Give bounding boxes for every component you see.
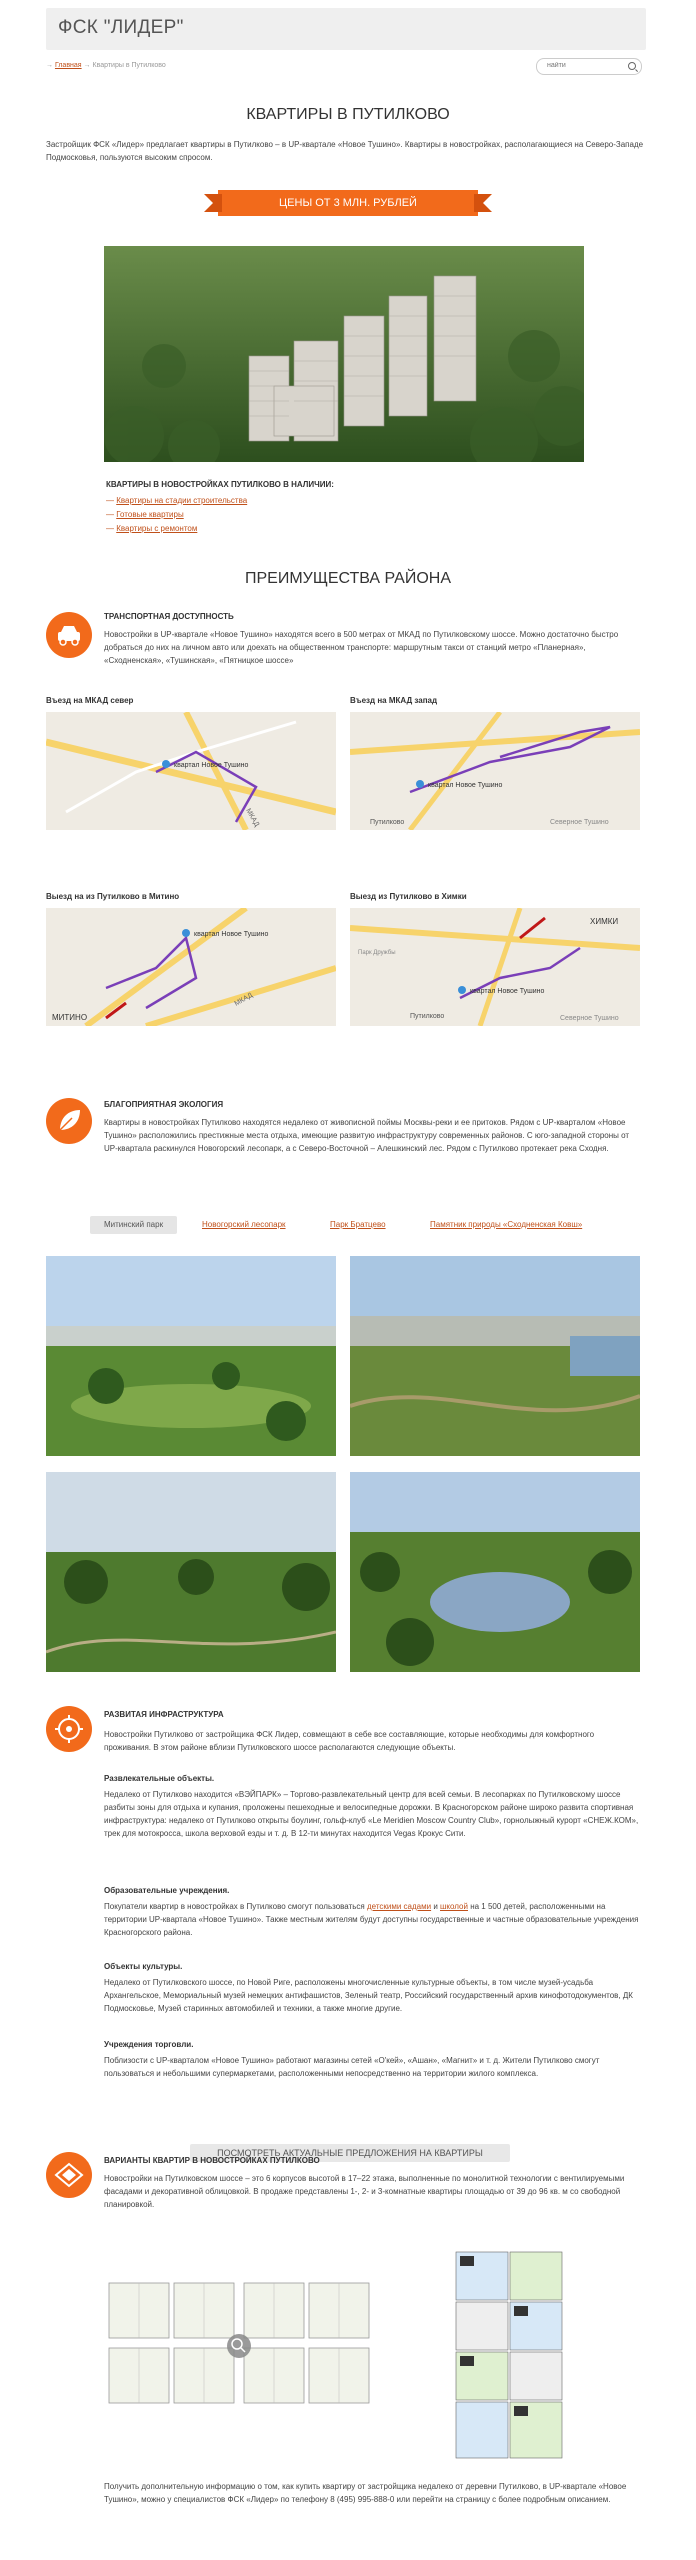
tab-mitinsky-park[interactable]: Митинский парк xyxy=(90,1216,177,1234)
park-photo[interactable] xyxy=(350,1472,640,1672)
svg-text:Путилково: Путилково xyxy=(410,1013,445,1020)
search-box xyxy=(536,58,642,75)
stock-item xyxy=(106,494,247,508)
tab-bratsevo-park[interactable]: Парк Братцево xyxy=(330,1220,386,1229)
view-offers-button[interactable]: ПОСМОТРЕТЬ АКТУАЛЬНЫЕ ПРЕДЛОЖЕНИЯ НА КВАРТИРЫ xyxy=(190,2144,510,2162)
site-logo[interactable]: ФСК "ЛИДЕР" xyxy=(58,17,184,38)
breadcrumb-current: Квартиры в Путилково xyxy=(92,62,166,69)
stock-title: КВАРТИРЫ В НОВОСТРОЙКАХ ПУТИЛКОВО В НАЛИЧИИ: xyxy=(106,480,334,489)
map-road-label: МКАД xyxy=(244,807,261,828)
infrastructure-text: Новостройки Путилково от застройщика ФСК Лидер, совмещают в себе все составляющие, которые необходимы для комфортного проживания. В этом районе вблизи Путилковского шоссе располагаются следующие объекты. xyxy=(104,1730,595,1752)
parks-tabs xyxy=(90,1216,606,1234)
variants-title: ВАРИАНТЫ КВАРТИР В НОВОСТРОЙКАХ ПУТИЛКОВО xyxy=(104,2156,320,2165)
floorplan-image[interactable] xyxy=(104,2278,374,2408)
infrastructure-icon xyxy=(46,1706,92,1752)
svg-text:МКАД: МКАД xyxy=(233,991,254,1008)
park-photo[interactable] xyxy=(350,1256,640,1456)
tab-novogorsky-forest[interactable]: Новогорский лесопарк xyxy=(202,1220,286,1229)
education-title: Образовательные учреждения. xyxy=(104,1886,230,1895)
breadcrumb-arrow: → xyxy=(46,62,55,69)
infrastructure-title: РАЗВИТАЯ ИНФРАСТРУКТУРА xyxy=(104,1710,224,1719)
site-header xyxy=(46,8,646,50)
ecology-title: БЛАГОПРИЯТНАЯ ЭКОЛОГИЯ xyxy=(104,1100,224,1109)
map-marker-label: квартал Новое Тушино xyxy=(174,762,249,769)
svg-text:квартал Новое Тушино: квартал Новое Тушино xyxy=(428,782,503,789)
hero-image xyxy=(104,246,584,462)
floorplan-colored-image[interactable] xyxy=(452,2248,566,2462)
svg-text:ХИМКИ: ХИМКИ xyxy=(590,917,619,926)
shopping-title: Учреждения торговли. xyxy=(104,2040,194,2049)
transport-title: ТРАНСПОРТНАЯ ДОСТУПНОСТЬ xyxy=(104,612,234,621)
floorplan-icon xyxy=(46,2152,92,2198)
svg-text:МИТИНО: МИТИНО xyxy=(52,1013,88,1022)
svg-text:Парк Дружбы: Парк Дружбы xyxy=(358,950,396,956)
education-text: Покупатели квартир в новостройках в Путилково смогут пользоваться детскими садами и школой на 1 500 детей, расположенными на территории UP-квартала «Новое Тушино». Также местным жителям будут доступны государственные и частные образовательные учреждения Красногорского района. xyxy=(104,1902,639,1937)
culture-title: Объекты культуры. xyxy=(104,1962,183,1971)
svg-text:Северное Тушино: Северное Тушино xyxy=(560,1015,619,1022)
search-input[interactable] xyxy=(545,61,627,70)
residential-towers-illustration xyxy=(104,246,584,462)
map-mkad-north[interactable] xyxy=(46,712,336,830)
map-mitino[interactable] xyxy=(46,908,336,1026)
map-label-mkad-north: Въезд на МКАД север xyxy=(46,696,134,705)
svg-text:Путилково: Путилково xyxy=(370,819,405,826)
map-label-khimki: Выезд из Путилково в Химки xyxy=(350,892,467,901)
stock-link-construction[interactable]: Квартиры на стадии строительства xyxy=(116,496,248,505)
stock-link-renovated[interactable]: Квартиры с ремонтом xyxy=(116,524,198,533)
park-photo[interactable] xyxy=(46,1472,336,1672)
stock-item xyxy=(106,508,247,522)
svg-text:Северное Тушино: Северное Тушино xyxy=(550,819,609,826)
entertainment-title: Развлекательные объекты. xyxy=(104,1774,215,1783)
breadcrumb-separator: → xyxy=(81,62,93,69)
zoom-icon xyxy=(227,2334,251,2358)
footer-info-text: Получить дополнительную информацию о том, как купить квартиру от застройщика недалеко от деревни Путилково, в UP-квартале «Новое Тушино», можно у специалистов ФСК «Лидер» по телефону 8 (495) 995-888-0 или перейти на страницу с более подробным описанием. xyxy=(104,2482,627,2504)
map-khimki[interactable] xyxy=(350,908,640,1026)
svg-text:квартал Новое Тушино: квартал Новое Тушино xyxy=(194,931,269,938)
culture-text: Недалеко от Путилковского шоссе, по Новой Риге, расположены многочисленные культурные объекты, в том числе музей-усадьба Архангельское, Мемориальный музей немецких антифашистов, Зеленый театр, Российский государственный архив кинофотодокументов, ДК Подмосковье, Музей старинных автомобилей и техники, а также многие другие. xyxy=(104,1978,633,2013)
stock-list xyxy=(106,494,247,536)
shopping-text: Поблизости с UP-кварталом «Новое Тушино» работают магазины сетей «О'кей», «Ашан», «Магнит» и т. д. Жители Путилково смогут пользоваться и небольшими супермаркетами, расположенными непосредственно на территории жилого комплекса. xyxy=(104,2056,600,2078)
transport-text: Новостройки в UP-квартале «Новое Тушино» находятся всего в 500 метрах от МКАД по Путилковскому шоссе. Можно достаточно быстро добраться до них на личном авто или доехать на общественном транспорте: маршрутным такси от станций метро «Планерная», «Сходненская», «Тушинская», «Пятницкое шоссе» xyxy=(104,630,619,665)
kindergartens-link[interactable]: детскими садами xyxy=(366,1902,432,1911)
intro-text: Застройщик ФСК «Лидер» предлагает квартиры в Путилково – в UP-квартале «Новое Тушино». Квартиры в новостройках, располагающиеся на Северо-Западе Подмосковья, пользуются высоким спросом. xyxy=(46,140,644,162)
leaf-icon xyxy=(46,1098,92,1144)
page-title: КВАРТИРЫ В ПУТИЛКОВО xyxy=(246,106,450,123)
stock-item xyxy=(106,522,247,536)
advantages-title: ПРЕИМУЩЕСТВА РАЙОНА xyxy=(244,570,451,587)
variants-text: Новостройки на Путилковском шоссе – это 6 корпусов высотой в 17–22 этажа, выполненные по монолитной технологии с вентилируемыми фасадами и декоративной облицовкой. В продаже представлены 1-, 2- и 3-комнатные квартиры площадью от 39 до 96 кв. м со свободной планировкой. xyxy=(104,2174,625,2209)
ecology-text: Квартиры в новостройках Путилково находятся недалеко от живописной поймы Москвы-реки и ее притоков. Рядом с UP-кварталом «Новое Тушино» расположились престижные места отдыха, имеющие развитую инфраструктуру современных районов. С юго-западной стороны от UP-квартала раскинулся Новогорский лесопарк, а с Северо-Восточной – Алешкинский лес. Рядом с Путилково протекает река Сходня. xyxy=(104,1118,630,1153)
car-icon xyxy=(46,612,92,658)
entertainment-text: Недалеко от Путилково находится «ВЭЙПАРК» – Торгово-развлекательный центр для всей семьи. В лесопарках по Путилковскому шоссе разбиты зоны для отдыха и купания, проложены пешеходные и велосипедные дорожки. В Красногорском районе широко развита спортивная инфраструктура: недалеко от Путилково открыты боулинг, гольф-клуб «Le Meridien Moscow Country Club», горнолыжный курорт «СНЕЖ.КОМ», трек для мотокросса, школа верховой езды и т. д. В 12-ти минутах находится Vegas Крокус Сити. xyxy=(104,1790,639,1838)
stock-link-ready[interactable]: Готовые квартиры xyxy=(116,510,184,519)
map-label-mitino: Выезд на из Путилково в Митино xyxy=(46,892,180,901)
breadcrumb xyxy=(46,62,166,69)
tab-skhodnya-bowl[interactable]: Памятник природы «Сходненская Ковш» xyxy=(430,1220,583,1229)
svg-text:квартал Новое Тушино: квартал Новое Тушино xyxy=(470,988,545,995)
school-link[interactable]: школой xyxy=(440,1902,468,1911)
price-ribbon: ЦЕНЫ ОТ 3 МЛН. РУБЛЕЙ xyxy=(218,190,478,216)
park-photo[interactable] xyxy=(46,1256,336,1456)
map-label-mkad-west: Въезд на МКАД запад xyxy=(350,696,438,705)
search-icon[interactable] xyxy=(628,62,636,70)
map-mkad-west[interactable] xyxy=(350,712,640,830)
breadcrumb-home-link[interactable]: Главная xyxy=(54,62,82,69)
